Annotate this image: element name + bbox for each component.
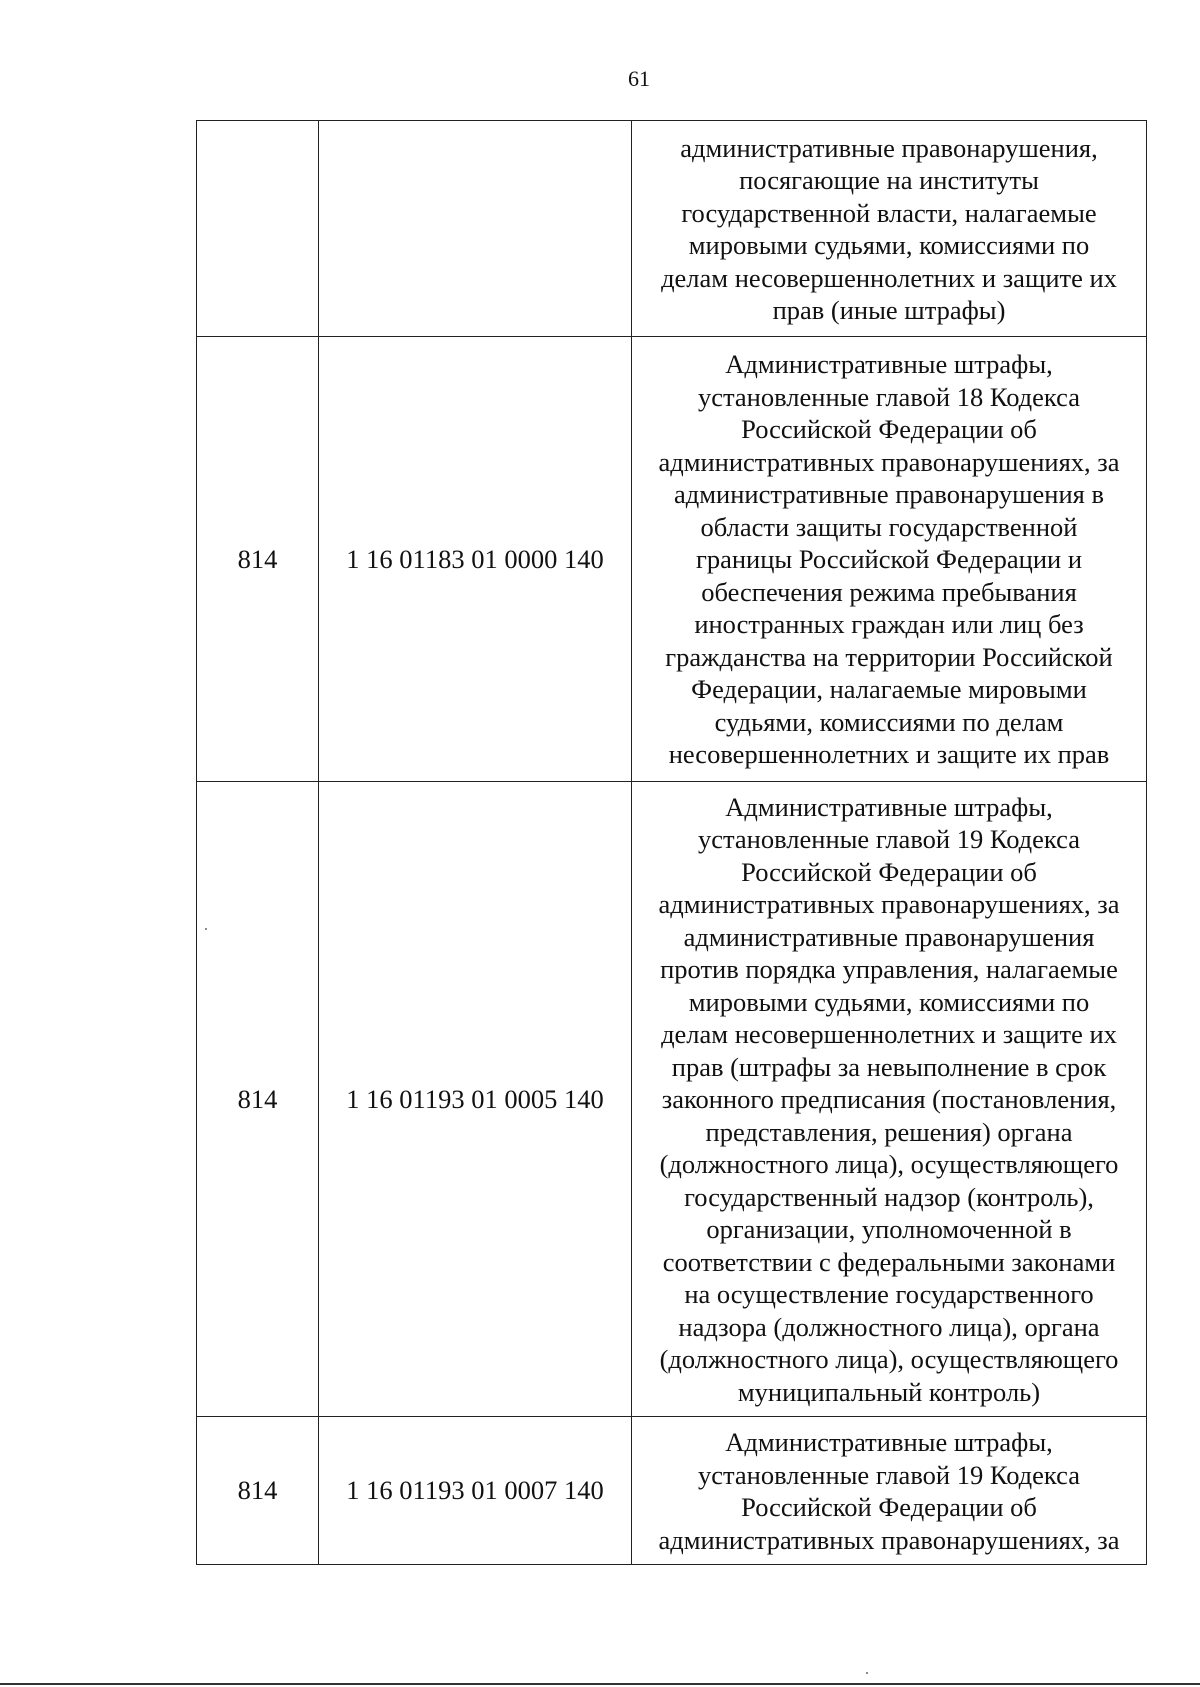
- table-row: [197, 782, 1147, 1417]
- kbk-code-cell: 1 16 01193 01 0007 140: [319, 1417, 632, 1565]
- description-cell: Административные штрафы, установленные главой 19 Кодекса Российской Федерации об административных правонарушениях, за: [632, 1417, 1147, 1565]
- table-row: [197, 337, 1147, 782]
- admin-code-cell: 814: [197, 1417, 319, 1565]
- table-row: [197, 121, 1147, 337]
- page-number: 61: [628, 66, 650, 91]
- kbk-code-cell: 1 16 01183 01 0000 140: [319, 337, 632, 782]
- admin-code-cell: 814: [197, 782, 319, 1417]
- table-row: [197, 1417, 1147, 1565]
- description-cell: административные правонарушения, посягающие на институты государственной власти, налагаемые мировыми судьями, комиссиями по делам несовершеннолетних и защите их прав (иные штрафы): [632, 121, 1147, 337]
- budget-codes-table: [196, 120, 1147, 1565]
- scan-speck: [205, 928, 207, 930]
- admin-code-cell: 814: [197, 337, 319, 782]
- scan-speck: [866, 1672, 868, 1674]
- description-cell: Административные штрафы, установленные главой 19 Кодекса Российской Федерации об административных правонарушениях, за административные правонарушения против порядка управления, налагаемые мировыми судьями, комиссиями по делам несовершеннолетних и защите их прав (штрафы за невыполнение в срок законного предписания (постановления, представления, решения) органа (должностного лица), осуществляющего государственный надзор (контроль), организации, уполномоченной в соответствии с федеральными законами на осуществление государственного надзора (должностного лица), органа (должностного лица), осуществляющего муниципальный контроль): [632, 782, 1147, 1417]
- kbk-code-cell: 1 16 01193 01 0005 140: [319, 782, 632, 1417]
- kbk-code-cell: [319, 121, 632, 337]
- admin-code-cell: [197, 121, 319, 337]
- bottom-rule: [0, 1683, 1200, 1685]
- description-cell: Административные штрафы, установленные главой 18 Кодекса Российской Федерации об административных правонарушениях, за административные правонарушения в области защиты государственной границы Российской Федерации и обеспечения режима пребывания иностранных граждан или лиц без гражданства на территории Российской Федерации, налагаемые мировыми судьями, комиссиями по делам несовершеннолетних и защите их прав: [632, 337, 1147, 782]
